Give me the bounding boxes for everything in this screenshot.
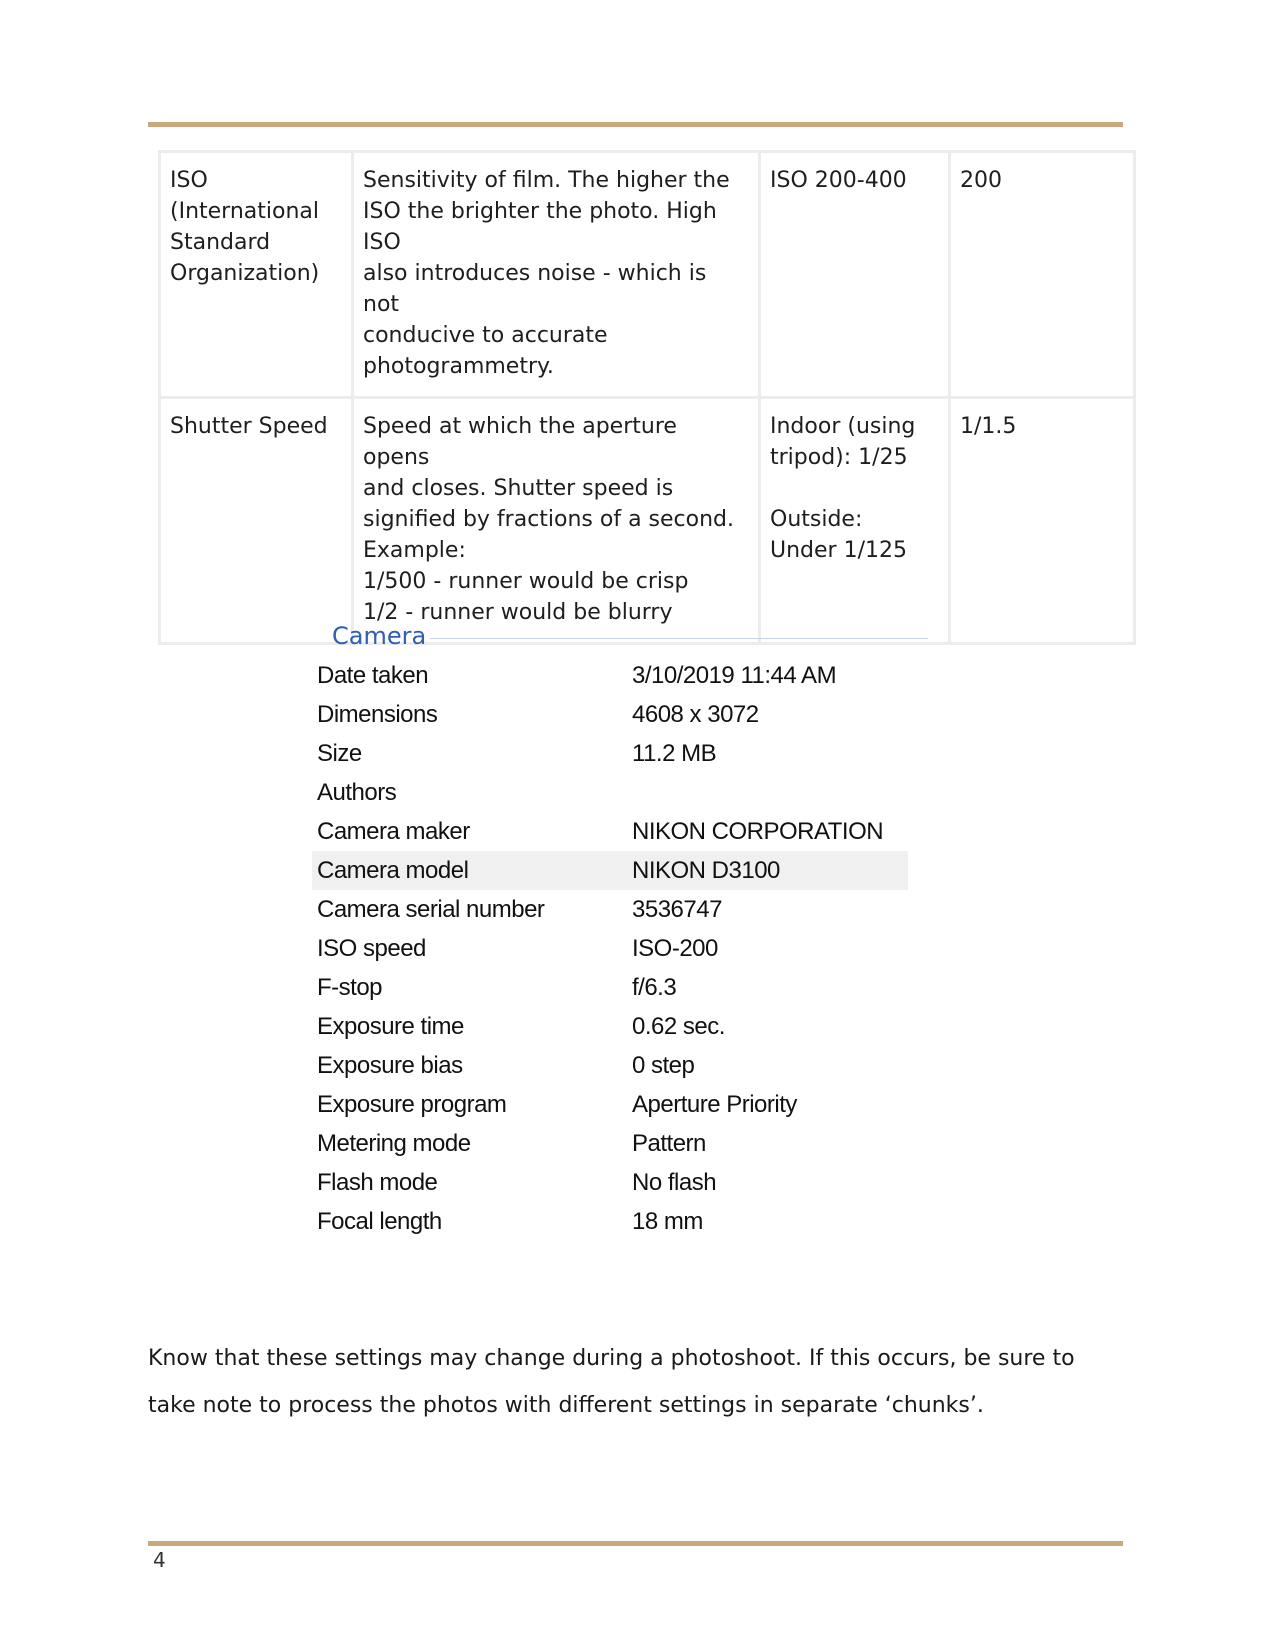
property-value: Pattern (632, 1130, 706, 1157)
property-row[interactable] (312, 773, 928, 812)
property-label: Camera model (317, 857, 469, 884)
property-value: Aperture Priority (632, 1091, 797, 1118)
table-row (160, 152, 1135, 398)
camera-settings-table (158, 150, 1136, 645)
property-label: Exposure time (317, 1013, 464, 1040)
property-value: ISO-200 (632, 935, 718, 962)
property-label: ISO speed (317, 935, 426, 962)
setting-recommended-cell: Indoor (using tripod): 1/25 Outside: Under 1/125 (760, 398, 950, 644)
body-paragraph: Know that these settings may change during a photoshoot. If this occurs, be sure to take note to process the photos with different settings in separate ‘chunks’. (148, 1346, 1075, 1418)
property-label: Date taken (317, 662, 429, 689)
property-row[interactable] (312, 734, 928, 773)
setting-recommended-cell: ISO 200-400 (760, 152, 950, 398)
property-row[interactable] (312, 1007, 928, 1046)
setting-value-cell: 1/1.5 (950, 398, 1135, 644)
setting-name-cell: Shutter Speed (160, 398, 353, 644)
property-row[interactable] (312, 1202, 928, 1241)
section-divider (430, 638, 928, 639)
property-label: Authors (317, 779, 397, 806)
property-row[interactable] (312, 1085, 928, 1124)
property-row[interactable] (312, 812, 928, 851)
camera-property-list (312, 656, 928, 1241)
property-value: 11.2 MB (632, 740, 717, 767)
property-row[interactable] (312, 1046, 928, 1085)
property-label: Metering mode (317, 1130, 471, 1157)
table-row (160, 398, 1135, 644)
property-value: 18 mm (632, 1208, 703, 1235)
property-label: Exposure program (317, 1091, 507, 1118)
property-label: Camera maker (317, 818, 470, 845)
setting-description-cell: Speed at which the aperture opens and closes. Shutter speed is signified by fractions of a second. Example: 1/500 - runner would be crisp 1/2 - runner would be blurry (353, 398, 760, 644)
property-value: f/6.3 (632, 974, 677, 1001)
property-value: 0 step (632, 1052, 695, 1079)
property-value: 3/10/2019 11:44 AM (632, 662, 837, 689)
property-label: Size (317, 740, 362, 767)
page-number: 4 (153, 1548, 166, 1572)
setting-description-cell: Sensitivity of film. The higher the ISO the brighter the photo. High ISO also introduces noise - which is not conducive to accurate photogrammetry. (353, 152, 760, 398)
header-rule (148, 122, 1123, 127)
property-label: Camera serial number (317, 896, 545, 923)
camera-section-title: Camera (332, 622, 427, 650)
property-row[interactable] (312, 851, 908, 890)
property-label: Focal length (317, 1208, 442, 1235)
property-label: Dimensions (317, 701, 438, 728)
property-row[interactable] (312, 890, 928, 929)
property-row[interactable] (312, 656, 928, 695)
setting-name-cell: ISO (International Standard Organization) (160, 152, 353, 398)
property-row[interactable] (312, 929, 928, 968)
property-value: 4608 x 3072 (632, 701, 759, 728)
property-value: NIKON CORPORATION (632, 818, 884, 845)
camera-properties-panel (312, 618, 928, 1241)
property-label: Exposure bias (317, 1052, 463, 1079)
property-value: No flash (632, 1169, 717, 1196)
property-row[interactable] (312, 695, 928, 734)
setting-value-cell: 200 (950, 152, 1135, 398)
property-label: F-stop (317, 974, 383, 1001)
property-value: 0.62 sec. (632, 1013, 725, 1040)
property-value: 3536747 (632, 896, 722, 923)
property-row[interactable] (312, 968, 928, 1007)
property-label: Flash mode (317, 1169, 438, 1196)
property-row[interactable] (312, 1124, 928, 1163)
property-value: NIKON D3100 (632, 857, 780, 884)
property-row[interactable] (312, 1163, 928, 1202)
camera-section-header (312, 618, 928, 656)
footer-rule (148, 1541, 1123, 1546)
